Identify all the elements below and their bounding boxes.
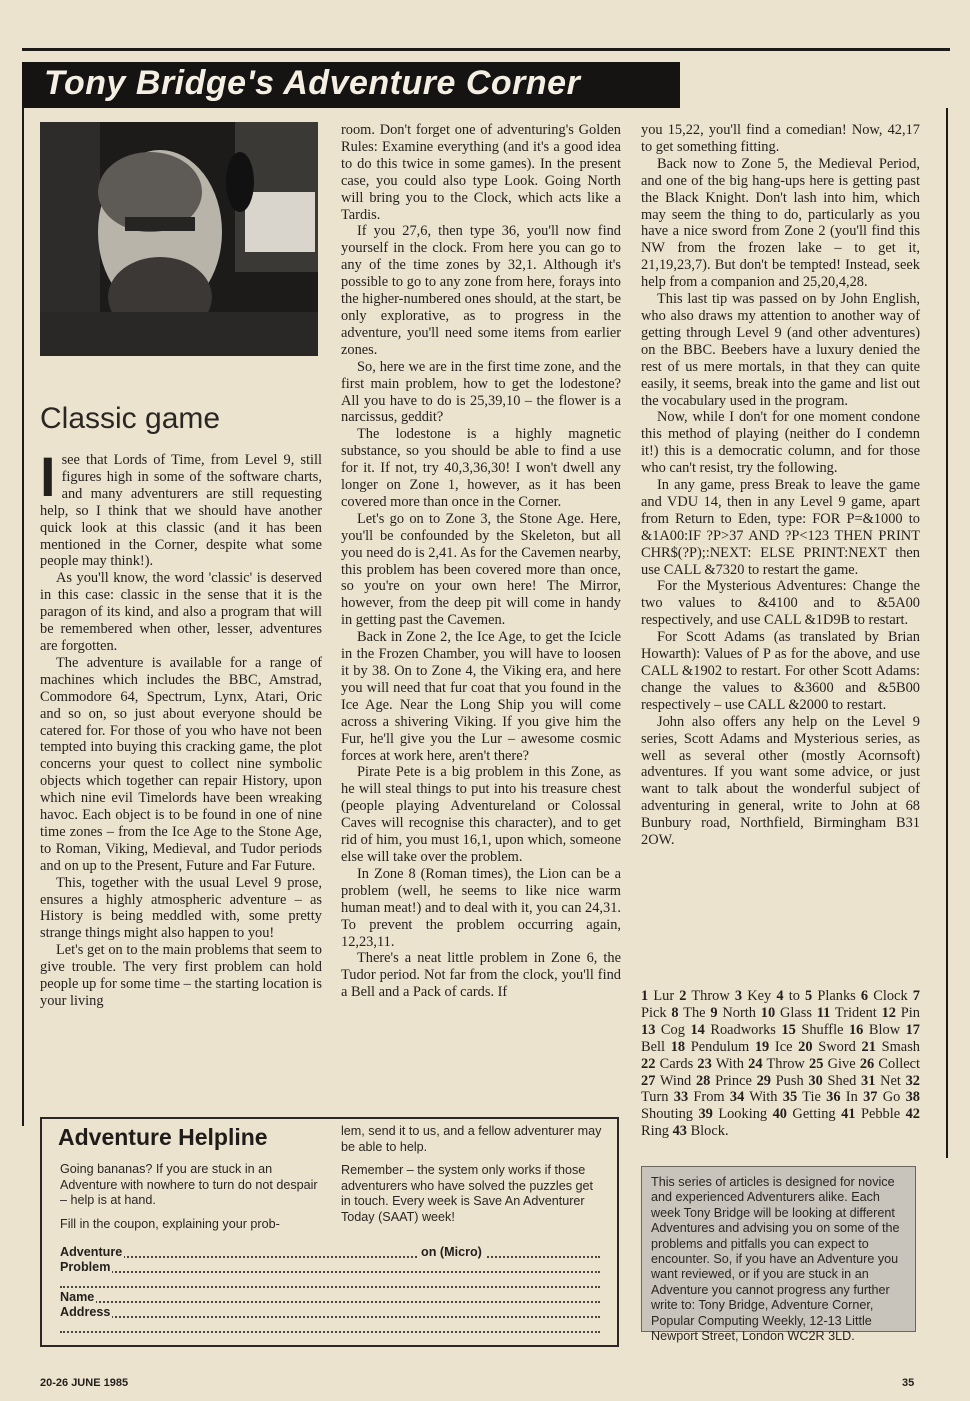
answer-item	[781, 1022, 849, 1038]
paragraph: Going bananas? If you are stuck in an Adventure with nowhere to turn do not despair – help is at hand.	[60, 1162, 318, 1208]
answer-number: 11	[816, 1004, 831, 1021]
answer-number: 35	[782, 1089, 798, 1106]
answer-number: 12	[881, 1004, 896, 1021]
answer-number: 10	[760, 1004, 776, 1021]
issue-date: 20-26 JUNE 1985	[40, 1377, 129, 1389]
paragraph: Back in Zone 2, the Ice Age, to get the Icicle in the Frozen Chamber, you will have to loosen it by 38. On to Zone 4, the Viking era, and here you will need that fur coat that you found in the Ice Age. Near the Long Ship you will come across a shivering Viking. If you give him the Fur, he'll give you the Lur – awesome cosmic forces at work here, aren't there?	[341, 629, 621, 764]
answer-word: In	[840, 1089, 864, 1106]
address-field-continued[interactable]	[60, 1318, 600, 1336]
answer-word: Ring	[641, 1123, 673, 1140]
answer-number: 20	[798, 1038, 813, 1055]
paragraph: you 15,22, you'll find a comedian! Now, 42,17 to get something fitting.	[641, 122, 920, 155]
answer-word: Roadworks	[704, 1021, 782, 1038]
answer-number: 39	[698, 1106, 713, 1123]
answer-item	[882, 1005, 920, 1021]
answer-item	[730, 1089, 783, 1105]
paragraph: Now, while I don't for one moment condone this method of playing (neither do I condemn it!) this is a democratic column, and for those who can't resist, try the following.	[641, 409, 920, 477]
address-label: Address	[60, 1305, 111, 1319]
author-photo	[40, 122, 318, 356]
answer-item	[690, 1022, 781, 1038]
answer-word: Cards	[655, 1055, 698, 1072]
answer-number: 43	[672, 1123, 687, 1140]
answer-item	[735, 988, 776, 1004]
answer-word: Planks	[812, 988, 861, 1004]
answer-item	[773, 1106, 842, 1122]
answer-item	[671, 1005, 710, 1021]
paragraph: lem, send it to us, and a fellow adventurer may be able to help.	[341, 1124, 602, 1154]
answer-item	[641, 1022, 690, 1038]
answer-item	[671, 1039, 755, 1055]
answer-item	[841, 1106, 906, 1122]
answer-item	[710, 1005, 760, 1021]
name-label: Name	[60, 1290, 95, 1304]
answer-number: 16	[848, 1021, 864, 1038]
page-number: 35	[902, 1377, 915, 1389]
answer-number: 36	[826, 1089, 841, 1106]
answer-word: Cog	[655, 1021, 691, 1038]
paragraph: Remember – the system only works if those adventurers who have solved the puzzles get in touch. Every week is Save An Adventurer Today (SAAT) week!	[341, 1163, 594, 1224]
answer-item	[757, 1073, 809, 1089]
answer-number: 40	[772, 1106, 787, 1123]
answer-item	[761, 1005, 817, 1021]
answer-item	[809, 1056, 860, 1072]
answer-item	[641, 988, 679, 1004]
paragraph: There's a neat little problem in Zone 6, the Tudor period. Not far from the clock, you'll find a Bell and a Pack of cards. If	[341, 950, 621, 1001]
answer-number: 2	[679, 988, 687, 1004]
answer-word: Block.	[686, 1123, 729, 1140]
answer-item	[641, 1056, 697, 1072]
answer-item	[861, 1073, 906, 1089]
answer-number: 26	[859, 1055, 875, 1072]
article-column-2	[341, 122, 621, 1001]
series-notice: This series of articles is designed for novice and experienced Adventurers alike. Each week Tony Bridge will be looking at different Adventures and advising you on some of the problems and pitfalls you can expect to encounter. So, if you have an Adventure you want reviewed, or if you are stuck in an Adventure you cannot progress any further write to: Tony Bridge, Adventure Corner, Popular Computing Weekly, 12-13 Little Newport Street, London WC2R 3LD.	[641, 1166, 916, 1332]
paragraph: Let's go on to Zone 3, the Stone Age. Here, you'll be confounded by the Skeleton, but all you need do is 2,41. As for the Cavemen nearby, this problem has been covered more than once, so you're on your own here! The Mirror, however, from the deep pit will come in handy in getting past the Cavemen.	[341, 510, 621, 629]
paragraph: In any game, press Break to leave the game and VDU 14, then in any Level 9 game, apart from Return to Eden, type: FOR P=&1000 to &1A00:IF ?P>37 AND ?P<123 THEN PRINT CHR$(?P);:NEXT: ELSE PRINT:NEXT then use CALL &7320 to restart the game.	[641, 477, 920, 578]
paragraph: As you'll know, the word 'classic' is deserved in this case: classic in the sense that it is the paragon of its kind, and also a program that will be remembered when other, lesser, adventures are forgotten.	[40, 570, 322, 654]
dotted-line	[60, 1331, 600, 1333]
answer-word: Blow	[863, 1021, 906, 1038]
paragraph: The adventure is available for a range of machines which includes the BBC, Amstrad, Commodore 64, Spectrum, Lynx, Atari, Oric and so on, so just about everyone should be catered for. For those of you who have not been tempted into buying this cracking game, the plot concerns your quest to collect nine symbolic objects which together can repair History, upon which nine evil Timelords have been wreaking havoc. Each object is to be found in one of nine time zones – from the Ice Age to the Stone Age, to Roman, Viking, Medieval, and Tudor periods and on up to the Present, Future and Far Future.	[40, 654, 322, 874]
answer-number: 37	[863, 1089, 878, 1106]
answer-word: Wind	[655, 1072, 696, 1089]
paragraph: room. Don't forget one of adventuring's Golden Rules: Examine everything (and it's a good idea to do this twice in some games). In the present case, you could also type Look. Going North will bring you to the Clock, which acts like a Tardis.	[341, 122, 621, 223]
helpline-title: Adventure Helpline	[58, 1124, 268, 1150]
answer-number: 38	[905, 1089, 920, 1106]
answer-word: Clock	[868, 988, 913, 1004]
answer-word: Sword	[812, 1038, 862, 1055]
answer-number: 32	[905, 1072, 920, 1089]
answer-number: 13	[641, 1021, 656, 1038]
answer-word: With	[711, 1055, 749, 1072]
answer-word: Collect	[874, 1055, 920, 1072]
answer-word: to	[783, 988, 806, 1004]
paragraph: For Scott Adams (as translated by Brian Howarth): Values of P as for the above, and use CALL &1902 to restart. For other Scott Adams: change the values to &3600 and &5B00 respectively – use CALL &2000 to restart.	[641, 629, 920, 713]
answer-number: 31	[861, 1072, 876, 1089]
helpline-column-1	[60, 1162, 322, 1240]
answer-item	[862, 1039, 920, 1055]
top-rule	[22, 48, 950, 51]
paragraph: Fill in the coupon, explaining your prob-	[60, 1216, 280, 1231]
answer-word: Throw	[686, 988, 735, 1004]
drop-cap: I	[40, 445, 56, 508]
answer-number: 5	[805, 988, 813, 1004]
answer-word: North	[717, 1004, 761, 1021]
answer-number: 9	[710, 1004, 718, 1021]
answer-word: From	[688, 1089, 730, 1106]
answer-number: 1	[641, 988, 649, 1004]
answer-word: Prince	[710, 1072, 757, 1089]
answer-number: 33	[673, 1089, 689, 1106]
paragraph: So, here we are in the first time zone, and the first main problem, how to get the lodestone? All you have to do is 25,39,10 – the flower is a narcissus, geddit?	[341, 358, 621, 426]
answer-item	[783, 1089, 826, 1105]
left-border	[22, 108, 24, 1126]
answer-word: Lur	[648, 988, 680, 1004]
answer-word: Ice	[769, 1038, 799, 1055]
article-column-1	[40, 445, 322, 1010]
answer-word: Trident	[830, 1004, 882, 1021]
answer-item	[679, 988, 735, 1004]
answer-item	[696, 1073, 757, 1089]
answer-number: 25	[809, 1055, 824, 1072]
answer-number: 4	[776, 988, 784, 1004]
answer-item	[808, 1073, 861, 1089]
answer-item	[755, 1039, 798, 1055]
answer-word: Getting	[786, 1106, 842, 1123]
answer-word: Shuffle	[795, 1021, 849, 1038]
answer-word: Throw	[762, 1055, 810, 1072]
paragraph: Let's get on to the main problems that seem to give trouble. The very first problem can hold people up for some time – the starting location is your living	[40, 942, 322, 1009]
answer-word: Pebble	[855, 1106, 906, 1123]
problem-label: Problem	[60, 1260, 111, 1274]
answer-word: Key	[742, 988, 777, 1004]
answer-number: 41	[841, 1106, 856, 1123]
answer-number: 17	[905, 1021, 920, 1038]
answer-item	[826, 1089, 863, 1105]
paragraph: Isee that Lords of Time, from Level 9, still figures high in some of the software charts, and many adventurers are still requesting help, so I think that we should have another quick look at this classic (and it has been mentioned in the Corner, despite what some people may think!).	[40, 445, 322, 570]
answer-word: Glass	[775, 1004, 817, 1021]
answer-item	[860, 1056, 920, 1072]
answer-number: 15	[781, 1021, 796, 1038]
answer-word: Pendulum	[685, 1038, 755, 1055]
answer-word: Bell	[641, 1038, 671, 1055]
answer-number: 30	[808, 1072, 823, 1089]
paragraph: Back now to Zone 5, the Medieval Period, and one of the big hang-ups here is getting past the Black Knight. Don't lash into him, which may seem the thing to do, particularly as you have a nice sword from Zone 2 (you'll find this NW from the frozen lake – to get it, 21,19,23,7). But don't be tempted! Instead, seek help from a companion and 25,20,4,28.	[641, 155, 920, 291]
answer-number: 22	[641, 1055, 656, 1072]
answer-item	[849, 1022, 906, 1038]
answer-item	[805, 988, 861, 1004]
answer-word: Push	[770, 1072, 809, 1089]
answer-number: 42	[905, 1106, 920, 1123]
answer-item	[863, 1089, 906, 1105]
answer-number: 28	[695, 1072, 711, 1089]
paragraph: For the Mysterious Adventures: Change the two values to &4100 and to &5A00 respectively, and use CALL &1D9B to restart.	[641, 578, 920, 629]
micro-label: on (Micro)	[418, 1243, 485, 1261]
answer-item	[698, 1106, 772, 1122]
answer-word: Turn	[641, 1089, 674, 1106]
answer-item	[641, 1073, 696, 1089]
answer-word: Smash	[875, 1038, 920, 1055]
answer-word: Net	[875, 1072, 906, 1089]
answer-number: 19	[754, 1038, 770, 1055]
paragraph: In Zone 8 (Roman times), the Lion can be a problem (well, he seems to like nice warm human meat!) and to deal with it, you can 24,31. To prevent the problem occurring again, 12,23,11.	[341, 865, 621, 950]
answer-word: Pin	[895, 1004, 920, 1021]
answer-word: Pick	[641, 1004, 672, 1021]
answer-word: With	[744, 1089, 783, 1106]
answer-number: 18	[670, 1038, 686, 1055]
answer-word: Go	[877, 1089, 906, 1106]
answer-number: 34	[729, 1089, 745, 1106]
answer-item	[776, 988, 805, 1004]
answer-item	[674, 1089, 730, 1105]
answer-number: 3	[734, 988, 743, 1004]
answer-word: Shouting	[641, 1106, 699, 1123]
answer-number: 14	[690, 1021, 705, 1038]
adventure-label: Adventure	[60, 1245, 123, 1259]
section-heading: Classic game	[40, 402, 221, 435]
answer-number: 8	[671, 1004, 679, 1021]
paragraph: The lodestone is a highly magnetic substance, so you should be able to find a use for it. If not, try 40,3,36,30! I won't dwell any longer on Zone 1, however, as it has been covered more than once in the Corner.	[341, 426, 621, 510]
answer-number: 24	[748, 1055, 763, 1072]
answer-item	[817, 1005, 882, 1021]
paragraph: This last tip was passed on by John English, who also draws my attention to another way of getting through Level 9 (and other adventures) on the BBC. Beebers have a luxury denied the rest of us mere mortals, in that they can quite easily, it seems, break into the game and list out the vocabulary used in the program.	[641, 291, 920, 409]
answer-number: 29	[756, 1072, 771, 1089]
page-title: Tony Bridge's Adventure Corner	[44, 64, 581, 102]
answer-key	[641, 988, 920, 1140]
answer-number: 23	[697, 1055, 712, 1072]
answer-word: Tie	[797, 1089, 827, 1106]
answer-item	[798, 1039, 861, 1055]
answer-word: Shed	[822, 1072, 861, 1089]
answer-number: 27	[641, 1072, 656, 1089]
answer-number: 6	[860, 988, 869, 1004]
answer-number: 21	[861, 1038, 876, 1055]
paragraph: John also offers any help on the Level 9 series, Scott Adams and Mysterious series, as well as several other (mostly Acornsoft) adventures. If you want some advice, or just want to talk about the wonderful subject of adventuring in general, write to John at 68 Bunbury road, Northfield, Birmingham B31 2OW.	[641, 713, 920, 849]
answer-item	[673, 1123, 729, 1139]
answer-item	[748, 1056, 809, 1072]
paragraph: This, together with the usual Level 9 prose, ensures a highly atmospheric adventure – as History is being meddled with, some pretty strange things might also happen to you!	[40, 874, 322, 942]
paragraph: Pirate Pete is a big problem in this Zone, as he will steal things to put into his treasure chest (people playing Adventureland or Colossal Caves will recognise this character), and to get rid of him, you must 16,1, upon which, someone else will take over the problem.	[341, 764, 621, 865]
answer-word: Give	[823, 1055, 860, 1072]
answer-word: The	[678, 1004, 711, 1021]
article-column-3	[641, 122, 920, 849]
paragraph: If you 27,6, then type 36, you'll now find yourself in the clock. From here you can go to any of the time zones by 32,1. Although it's possible to go to any zone from here, forays into the higher-numbered ones should, at the start, be only explorative, as to progress in the adventure, you'll need some items from earlier zones.	[341, 223, 621, 358]
answer-item	[861, 988, 913, 1004]
answer-word: Looking	[712, 1106, 773, 1123]
answer-item	[697, 1056, 748, 1072]
right-border	[946, 108, 948, 1158]
answer-number: 7	[912, 988, 920, 1004]
helpline-column-2	[341, 1124, 603, 1234]
